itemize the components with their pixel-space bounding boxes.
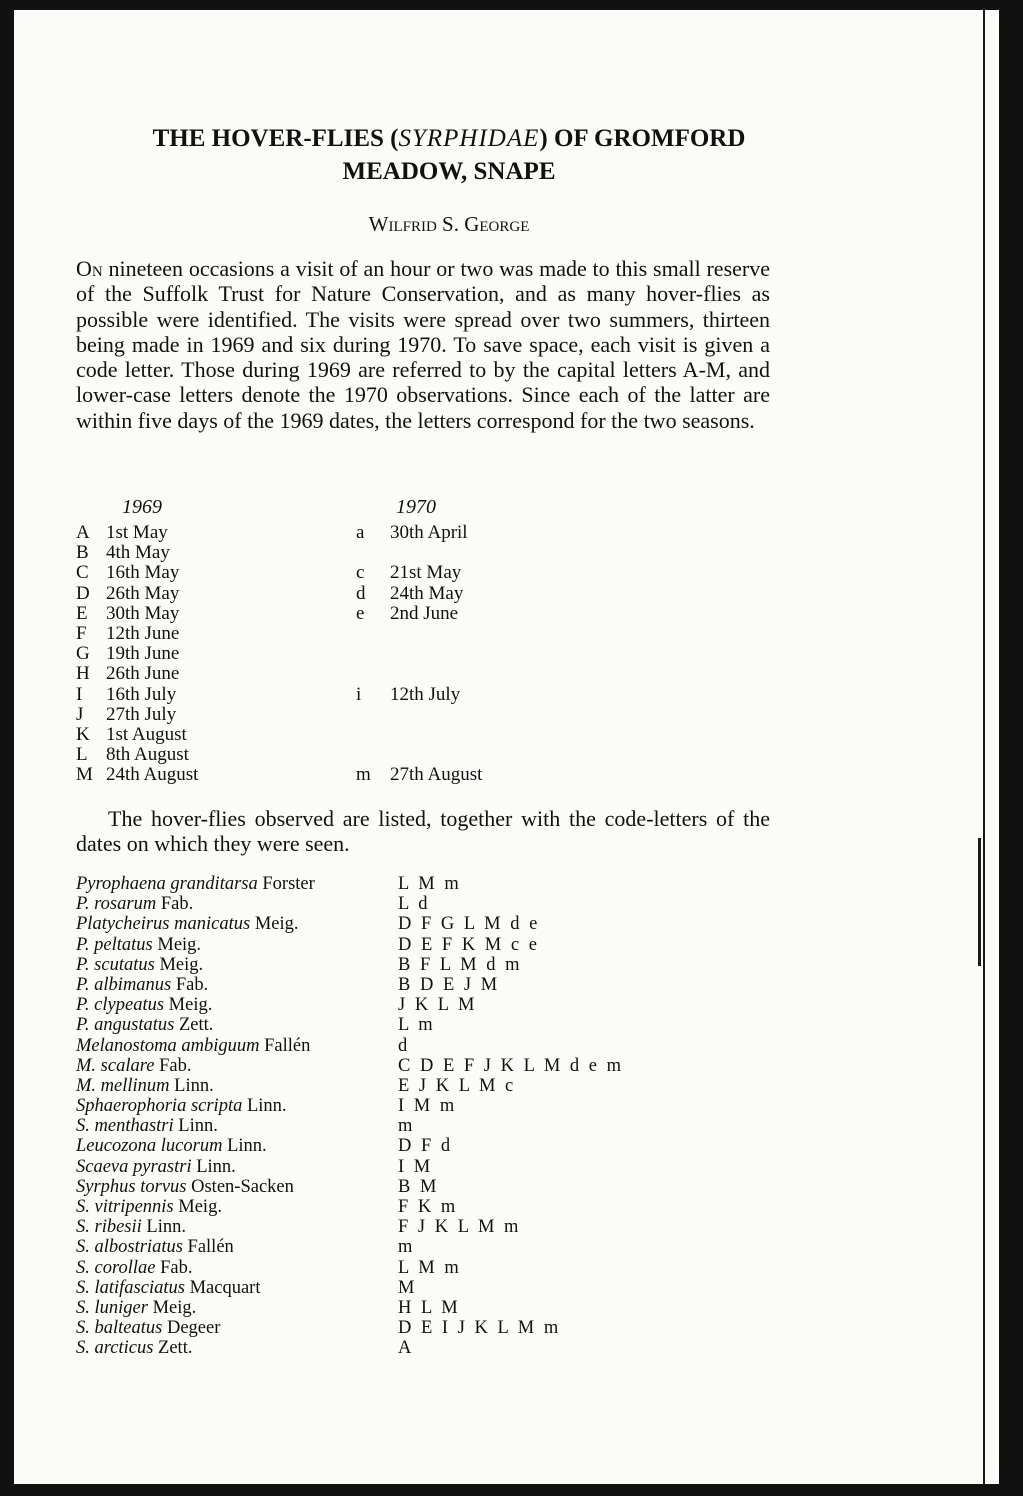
date-row (76, 685, 556, 705)
title-latin-family: SYRPHIDAE (398, 125, 540, 152)
date-1969: 8th August (106, 744, 189, 766)
species-authority: Meig. (154, 954, 204, 975)
species-name (76, 995, 212, 1015)
species-row (76, 1096, 696, 1116)
species-list (76, 874, 696, 1359)
species-row (76, 1116, 696, 1136)
species-date-codes: m (398, 1116, 415, 1137)
year-heading-1969: 1969 (122, 496, 162, 518)
species-binomial: P. albimanus (76, 974, 172, 995)
date-1969: 1st August (106, 723, 187, 745)
species-row (76, 894, 696, 914)
species-row (76, 1177, 696, 1197)
species-row (76, 1157, 696, 1177)
species-authority: Linn. (242, 1096, 287, 1117)
code-1969: J (76, 703, 84, 725)
intro-text: nineteen occasions a visit of an hour or two was made to this small reserve of the Suffolk Trust for Nature Conservation, and as many hover-flies as possible were identified. The visits were spread over two summers, thirteen being made in 1969 and six during 1970. To save space, each visit is given a code letter. Those during 1969 are referred to by the capital letters A-M, and lower-case letters denote the 1970 observations. Since each of the latter are within five days of the 1969 dates, the letters correspond for the two seasons. (76, 256, 770, 433)
species-authority: Macquart (184, 1277, 261, 1298)
species-row (76, 1338, 696, 1358)
date-1970: 30th April (390, 522, 468, 543)
date-row (76, 543, 556, 563)
code-1969: D (76, 582, 90, 604)
species-name (76, 1197, 222, 1217)
species-authority: Linn. (173, 1116, 218, 1137)
species-name (76, 955, 203, 975)
species-binomial: Pyrophaena granditarsa (76, 874, 258, 894)
species-date-codes: B M (398, 1176, 439, 1197)
date-1969: 12th June (106, 622, 180, 644)
year-heading-1970: 1970 (396, 496, 436, 518)
species-authority: Fab. (155, 1257, 193, 1278)
species-row (76, 935, 696, 955)
species-row (76, 1318, 696, 1338)
species-name (76, 874, 315, 894)
species-date-codes: I M m (398, 1096, 457, 1117)
species-row (76, 1278, 696, 1298)
species-row (76, 874, 696, 894)
species-name (76, 1015, 213, 1035)
species-date-codes: H L M (398, 1297, 461, 1318)
date-row (76, 563, 556, 583)
species-name (76, 1136, 267, 1156)
species-binomial: Leucozona lucorum (76, 1136, 223, 1157)
species-name (76, 894, 193, 914)
species-authority: Linn. (222, 1136, 267, 1157)
code-1970: m (356, 764, 371, 786)
date-1969: 16th July (106, 683, 177, 705)
species-name (76, 914, 299, 934)
species-authority: Meig. (147, 1297, 197, 1318)
species-row (76, 1217, 696, 1237)
species-authority: Fab. (154, 1055, 192, 1076)
species-authority: Degeer (162, 1318, 221, 1339)
code-1970: a (356, 522, 365, 543)
date-1969: 27th July (106, 703, 177, 725)
code-1969: H (76, 663, 90, 685)
species-authority: Forster (257, 874, 315, 894)
species-authority: Linn. (169, 1075, 214, 1096)
date-row (76, 604, 556, 624)
date-1969: 26th May (106, 582, 180, 604)
date-row (76, 705, 556, 725)
species-date-codes: m (398, 1237, 415, 1258)
species-date-codes: I M (398, 1156, 433, 1177)
species-name (76, 975, 208, 995)
journal-page (14, 10, 999, 1484)
species-row (76, 1298, 696, 1318)
species-date-codes: L d (398, 894, 430, 915)
code-1969: L (76, 744, 88, 766)
species-binomial: Syrphus torvus (76, 1176, 187, 1197)
species-date-codes: L M m (398, 1257, 462, 1278)
species-authority: Linn. (141, 1217, 186, 1238)
species-row (76, 1197, 696, 1217)
species-binomial: Melanostoma ambiguum (76, 1035, 260, 1056)
date-1969: 24th August (106, 764, 199, 786)
article-title (84, 122, 814, 188)
species-date-codes: F K m (398, 1197, 458, 1217)
species-name (76, 1056, 191, 1076)
species-date-codes: A (398, 1338, 414, 1359)
species-row (76, 1036, 696, 1056)
species-row (76, 1056, 696, 1076)
species-date-codes: d (398, 1035, 410, 1056)
species-name (76, 1116, 218, 1136)
date-1970: 12th July (390, 683, 461, 705)
species-binomial: M. mellinum (76, 1075, 170, 1096)
code-1969: M (76, 764, 93, 786)
title-suffix: ) OF GROMFORD (539, 125, 746, 152)
code-1969: I (76, 683, 83, 705)
date-1970: 27th August (390, 764, 483, 786)
species-date-codes: D E F K M c e (398, 934, 540, 955)
species-binomial: P. clypeatus (76, 995, 165, 1016)
code-1970: e (356, 602, 365, 624)
species-name (76, 1177, 294, 1197)
code-1969: C (76, 562, 89, 584)
species-name (76, 1076, 214, 1096)
species-name (76, 935, 201, 955)
species-row (76, 1136, 696, 1156)
date-1969: 1st May (106, 522, 168, 543)
species-authority: Zett. (174, 1015, 214, 1036)
species-name (76, 1258, 192, 1278)
date-1969: 16th May (106, 562, 180, 584)
species-binomial: P. rosarum (76, 894, 157, 915)
code-1969: A (76, 522, 90, 543)
date-1969: 26th June (106, 663, 180, 685)
date-row (76, 664, 556, 684)
species-row (76, 955, 696, 975)
species-authority: Fallén (182, 1237, 234, 1258)
list-intro-paragraph: The hover-flies observed are listed, together with the code-letters of the dates on which they were seen. (76, 806, 770, 857)
species-row (76, 995, 696, 1015)
page-edge-line (983, 10, 985, 1484)
species-row (76, 1237, 696, 1257)
species-binomial: S. latifasciatus (76, 1277, 185, 1298)
species-name (76, 1036, 310, 1056)
species-authority: Zett. (153, 1338, 193, 1359)
species-row (76, 1258, 696, 1278)
date-row (76, 624, 556, 644)
title-prefix: THE HOVER-FLIES ( (152, 125, 399, 152)
species-date-codes: D F G L M d e (398, 914, 540, 935)
species-authority: Fab. (156, 894, 194, 915)
date-row (76, 584, 556, 604)
species-binomial: S. ribesii (76, 1217, 142, 1238)
author-name: Wilfrid S. George (368, 212, 530, 236)
species-date-codes: M (398, 1277, 417, 1298)
species-name (76, 1237, 234, 1257)
species-row (76, 1076, 696, 1096)
species-authority: Fab. (171, 974, 209, 995)
species-date-codes: L m (398, 1015, 436, 1036)
code-1969: G (76, 643, 90, 665)
species-binomial: S. albostriatus (76, 1237, 183, 1258)
code-1970: i (356, 683, 362, 705)
date-1969: 30th May (106, 602, 180, 624)
species-binomial: Platycheirus manicatus (76, 914, 251, 935)
date-row (76, 523, 556, 543)
species-name (76, 1338, 192, 1358)
species-authority: Meig. (152, 934, 202, 955)
species-name (76, 1318, 220, 1338)
species-name (76, 1096, 287, 1116)
species-binomial: S. vitripennis (76, 1197, 174, 1217)
code-1969: E (76, 602, 88, 624)
species-row (76, 975, 696, 995)
species-date-codes: D E I J K L M m (398, 1318, 561, 1339)
species-binomial: S. luniger (76, 1297, 148, 1318)
species-binomial: Sphaerophoria scripta (76, 1096, 243, 1117)
species-date-codes: J K L M (398, 995, 477, 1016)
species-name (76, 1298, 196, 1318)
species-date-codes: D F d (398, 1136, 453, 1157)
species-date-codes: C D E F J K L M d e m (398, 1055, 624, 1076)
date-1970: 2nd June (390, 602, 459, 624)
species-binomial: P. peltatus (76, 934, 153, 955)
species-name (76, 1278, 260, 1298)
species-authority: Osten-Sacken (186, 1176, 294, 1197)
species-date-codes: L M m (398, 874, 462, 894)
date-1969: 19th June (106, 643, 180, 665)
species-date-codes: B D E J M (398, 974, 500, 995)
species-row (76, 1015, 696, 1035)
species-date-codes: F J K L M m (398, 1217, 521, 1238)
code-1970: c (356, 562, 365, 584)
species-binomial: P. angustatus (76, 1015, 175, 1036)
intro-lead-word: On (76, 256, 103, 281)
title-line-2: MEADOW, SNAPE (342, 158, 556, 185)
species-authority: Meig. (250, 914, 299, 935)
species-binomial: S. menthastri (76, 1116, 174, 1137)
date-row (76, 745, 556, 765)
species-date-codes: B F L M d m (398, 954, 522, 975)
code-1970: d (356, 582, 366, 604)
intro-paragraph (76, 256, 770, 433)
species-binomial: S. balteatus (76, 1318, 163, 1339)
species-name (76, 1157, 236, 1177)
species-name (76, 1217, 186, 1237)
species-date-codes: E J K L M c (398, 1075, 516, 1096)
date-row (76, 644, 556, 664)
date-row (76, 725, 556, 745)
species-row (76, 914, 696, 934)
date-1970: 21st May (390, 562, 462, 584)
species-authority: Linn. (191, 1156, 236, 1177)
species-authority: Fallén (259, 1035, 311, 1056)
species-binomial: Scaeva pyrastri (76, 1156, 192, 1177)
code-1969: K (76, 723, 90, 745)
code-1969: B (76, 542, 89, 564)
species-authority: Meig. (164, 995, 213, 1016)
code-1969: F (76, 622, 87, 644)
date-1970: 24th May (390, 582, 464, 604)
date-1969: 4th May (106, 542, 170, 564)
binding-shadow-mark (978, 838, 981, 966)
date-row (76, 765, 556, 785)
species-binomial: S. arcticus (76, 1338, 154, 1359)
species-binomial: P. scutatus (76, 954, 155, 975)
visit-dates-table (76, 523, 556, 785)
species-authority: Meig. (173, 1197, 222, 1217)
species-binomial: M. scalare (76, 1055, 155, 1076)
species-binomial: S. corollae (76, 1257, 156, 1278)
